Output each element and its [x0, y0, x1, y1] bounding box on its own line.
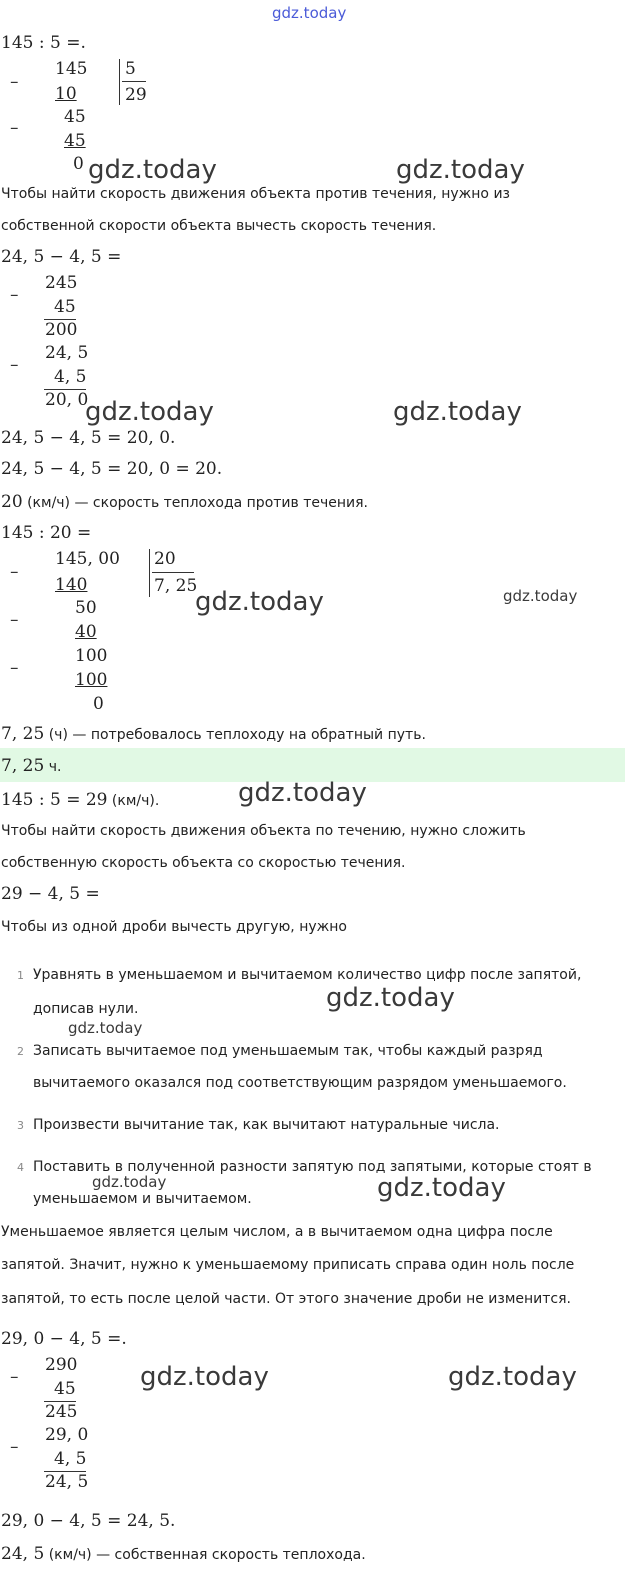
- minus-sign: –: [10, 562, 19, 582]
- text-line: Чтобы найти скорость движения объекта по течению, нужно сложить: [1, 823, 526, 839]
- text-line: собственной скорости объекта вычесть скорость течения.: [1, 218, 437, 234]
- minus-sign: –: [10, 285, 19, 305]
- result-line-2: 24, 5 − 4, 5 = 20, 0 = 20.: [1, 459, 223, 479]
- step-text: Записать вычитаемое под уменьшаемым так, чтобы каждый разряд: [33, 1043, 543, 1059]
- minus-sign: –: [10, 1437, 19, 1457]
- watermark-small: gdz.today: [68, 1019, 143, 1037]
- step-text: дописав нули.: [33, 1001, 139, 1017]
- minuend: 245: [45, 273, 78, 293]
- minuend: 29, 0: [45, 1425, 89, 1445]
- division-bar: [149, 549, 150, 597]
- subtrahend: 45: [64, 131, 86, 151]
- expression: 29 − 4, 5 =: [1, 884, 100, 904]
- minus-sign: –: [10, 355, 19, 375]
- subtrahend: 45: [54, 297, 76, 317]
- difference: 200: [45, 320, 78, 340]
- dividend: 145: [55, 59, 88, 79]
- watermark: gdz.today: [448, 1362, 577, 1392]
- text-line: запятой. Значит, нужно к уменьшаемому приписать справа один ноль после: [1, 1257, 575, 1273]
- subtrahend: 100: [75, 670, 108, 690]
- subtrahend: 4, 5: [54, 367, 87, 387]
- minus-sign: –: [10, 72, 19, 92]
- watermark: gdz.today: [396, 155, 525, 185]
- divisor: 20: [154, 549, 176, 569]
- time-line: 7, 25 (ч) — потребовалось теплоходу на обратный путь.: [1, 724, 426, 744]
- watermark: gdz.today: [140, 1362, 269, 1392]
- remainder: 50: [75, 598, 97, 618]
- step-text: Уравнять в уменьшаемом и вычитаемом количество цифр после запятой,: [33, 967, 582, 983]
- speed-against-line: 20 (км/ч) — скорость теплохода против течения.: [1, 492, 368, 512]
- minus-sign: –: [10, 658, 19, 678]
- difference: 245: [45, 1402, 78, 1422]
- quotient: 7, 25: [154, 576, 198, 596]
- text-line: Чтобы найти скорость движения объекта против течения, нужно из: [1, 186, 510, 202]
- difference: 24, 5: [45, 1472, 89, 1492]
- flow-speed-line: 145 : 5 = 29 (км/ч).: [1, 790, 160, 810]
- divisor-line: [122, 81, 146, 82]
- subtraction-expression: 29, 0 − 4, 5 =.: [1, 1329, 127, 1349]
- remainder: 45: [64, 107, 86, 127]
- quotient: 29: [125, 85, 147, 105]
- watermark: gdz.today: [326, 983, 455, 1013]
- step-text: вычитаемого оказался под соответствующим разрядом уменьшаемого.: [33, 1075, 567, 1091]
- minus-sign: –: [10, 610, 19, 630]
- watermark-small: gdz.today: [503, 587, 578, 605]
- step-text: уменьшаемом и вычитаемом.: [33, 1191, 252, 1207]
- subtrahend: 45: [54, 1379, 76, 1399]
- subtrahend: 4, 5: [54, 1449, 87, 1469]
- text-line: Уменьшаемое является целым числом, а в вычитаемом одна цифра после: [1, 1224, 553, 1240]
- step-number: 2: [17, 1045, 24, 1058]
- step-number: 1: [17, 969, 24, 982]
- result-line-1: 24, 5 − 4, 5 = 20, 0.: [1, 428, 176, 448]
- text-line: собственную скорость объекта со скоростью течения.: [1, 855, 406, 871]
- division-expression: 145 : 5 =.: [1, 33, 86, 53]
- step-text: Произвести вычитание так, как вычитают натуральные числа.: [33, 1117, 500, 1133]
- step-number: 4: [17, 1161, 24, 1174]
- remainder: 100: [75, 646, 108, 666]
- remainder: 0: [93, 694, 104, 714]
- watermark: gdz.today: [377, 1173, 506, 1203]
- minuend: 290: [45, 1355, 78, 1375]
- divisor-line: [152, 572, 194, 573]
- division-bar: [119, 59, 120, 105]
- minus-sign: –: [10, 118, 19, 138]
- subtraction-expression: 24, 5 − 4, 5 =: [1, 247, 122, 267]
- answer-band: [0, 748, 625, 782]
- dividend: 145, 00: [55, 549, 120, 569]
- watermark: gdz.today: [393, 397, 522, 427]
- watermark-top: gdz.today: [272, 4, 347, 22]
- difference: 20, 0: [45, 390, 89, 410]
- minuend: 24, 5: [45, 343, 89, 363]
- remainder: 0: [73, 154, 84, 174]
- watermark: gdz.today: [85, 397, 214, 427]
- watermark: gdz.today: [88, 155, 217, 185]
- subtrahend: 40: [75, 622, 97, 642]
- own-speed-line: 24, 5 (км/ч) — собственная скорость теплохода.: [1, 1544, 366, 1564]
- watermark-small: gdz.today: [92, 1173, 167, 1191]
- watermark: gdz.today: [195, 587, 324, 617]
- step-number: 3: [17, 1119, 24, 1132]
- watermark: gdz.today: [238, 778, 367, 808]
- step-text: Поставить в полученной разности запятую под запятыми, которые стоят в: [33, 1159, 592, 1175]
- rule-intro: Чтобы из одной дроби вычесть другую, нужно: [1, 919, 347, 935]
- answer-text: 7, 25 ч.: [1, 756, 62, 776]
- result-line-3: 29, 0 − 4, 5 = 24, 5.: [1, 1511, 176, 1531]
- division-expression: 145 : 20 =: [1, 523, 92, 543]
- subtrahend: 10: [55, 84, 77, 104]
- divisor: 5: [125, 59, 136, 79]
- subtrahend: 140: [55, 575, 88, 595]
- minus-sign: –: [10, 1367, 19, 1387]
- text-line: запятой, то есть после целой части. От этого значение дроби не изменится.: [1, 1291, 571, 1307]
